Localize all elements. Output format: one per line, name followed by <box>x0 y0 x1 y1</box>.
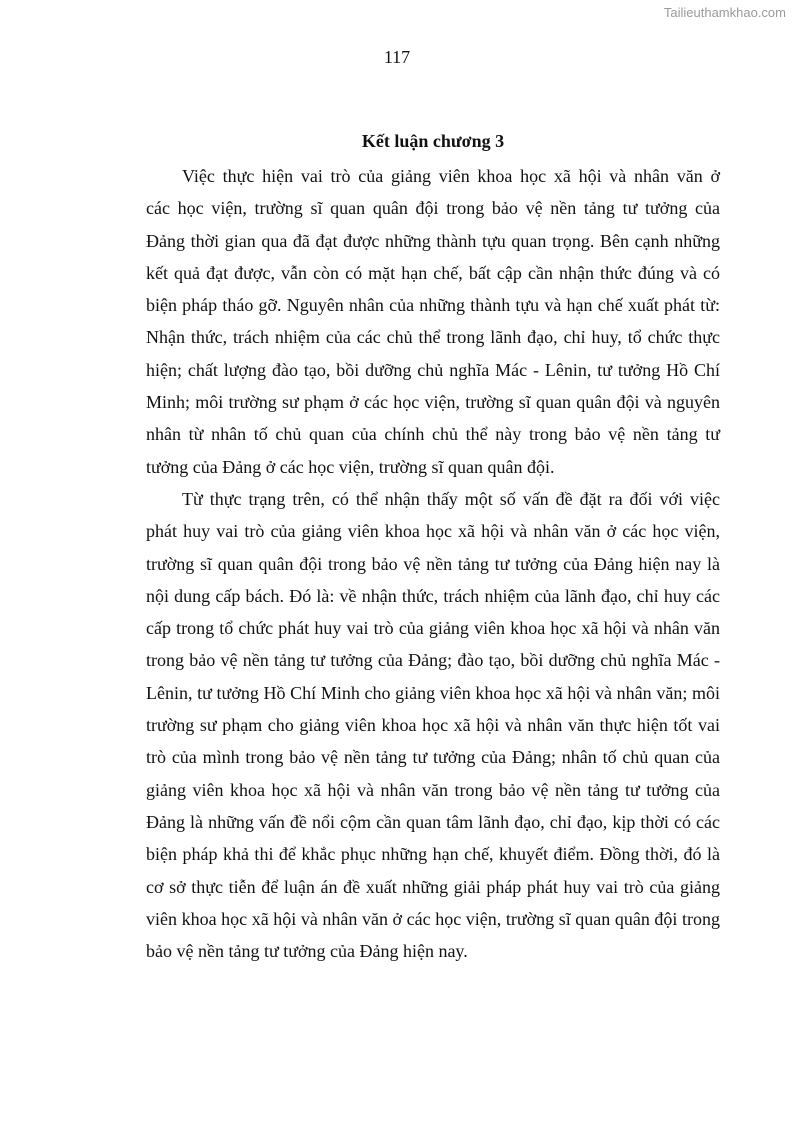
paragraph-line: Nhận thức, trách nhiệm của các chủ thể trong lãnh đạo, chỉ huy, tổ chức thực <box>146 327 720 348</box>
paragraph-line: Đảng thời gian qua đã đạt được những thành tựu quan trọng. Bên cạnh những <box>146 230 720 251</box>
page-number: 117 <box>383 47 411 67</box>
paragraph-line: biện pháp khả thi để khắc phục những hạn chế, khuyết điểm. Đồng thời, đó là <box>146 844 720 865</box>
paragraph-line: viên khoa học xã hội và nhân văn ở các học viện, trường sĩ quan quân đội trong <box>146 908 720 929</box>
paragraph-line: trong bảo vệ nền tảng tư tưởng của Đảng; đào tạo, bồi dưỡng chủ nghĩa Mác - <box>146 650 720 671</box>
paragraph-line: trường sư phạm cho giảng viên khoa học xã hội và nhân văn thực hiện tốt vai <box>146 715 720 736</box>
paragraph-line: bảo vệ nền tảng tư tưởng của Đảng hiện nay. <box>146 941 468 962</box>
paragraph-line: Lênin, tư tưởng Hồ Chí Minh cho giảng viên khoa học xã hội và nhân văn; môi <box>146 682 720 703</box>
paragraph-line: Từ thực trạng trên, có thể nhận thấy một số vấn đề đặt ra đối với việc <box>182 488 720 509</box>
paragraph-line: cơ sở thực tiễn để luận án đề xuất những giải pháp phát huy vai trò của giảng <box>146 876 720 897</box>
paragraph <box>146 160 720 483</box>
document-body <box>146 160 720 967</box>
paragraph-line: Việc thực hiện vai trò của giảng viên khoa học xã hội và nhân văn ở <box>182 166 720 186</box>
paragraph-line: tưởng của Đảng ở các học viện, trường sĩ quan quân đội. <box>146 456 555 477</box>
paragraph-line: nhân từ nhân tố chủ quan của chính chủ thể này trong bảo vệ nền tảng tư <box>146 424 720 445</box>
paragraph-line: trường sĩ quan quân đội trong bảo vệ nền tảng tư tưởng của Đảng hiện nay là <box>146 553 720 574</box>
chapter-conclusion-heading: Kết luận chương 3 <box>361 131 505 151</box>
paragraph-line: biện pháp tháo gỡ. Nguyên nhân của những thành tựu và hạn chế xuất phát từ: <box>146 295 720 316</box>
watermark: Tailieuthamkhao.com <box>663 5 786 20</box>
paragraph-line: phát huy vai trò của giảng viên khoa học xã hội và nhân văn ở các học viện, <box>146 521 720 542</box>
paragraph-line: Đảng là những vấn đề nổi cộm cần quan tâm lãnh đạo, chỉ đạo, kịp thời có các <box>146 811 720 832</box>
paragraph-line: các học viện, trường sĩ quan quân đội trong bảo vệ nền tảng tư tưởng của <box>146 198 720 219</box>
paragraph-line: giảng viên khoa học xã hội và nhân văn trong bảo vệ nền tảng tư tưởng của <box>146 779 720 800</box>
paragraph <box>146 483 720 967</box>
paragraph-line: nội dung cấp bách. Đó là: về nhận thức, trách nhiệm của lãnh đạo, chỉ huy các <box>146 585 720 606</box>
paragraph-line: hiện; chất lượng đào tạo, bồi dưỡng chủ nghĩa Mác - Lênin, tư tưởng Hồ Chí <box>146 359 720 380</box>
paragraph-line: kết quả đạt được, vẫn còn có mặt hạn chế, bất cập cần nhận thức đúng và có <box>146 262 720 283</box>
paragraph-line: Minh; môi trường sư phạm ở các học viện, trường sĩ quan quân đội và nguyên <box>146 392 720 413</box>
paragraph-line: cấp trong tổ chức phát huy vai trò của giảng viên khoa học xã hội và nhân văn <box>146 618 720 639</box>
paragraph-line: trò của mình trong bảo vệ nền tảng tư tưởng của Đảng; nhân tố chủ quan của <box>146 747 720 768</box>
